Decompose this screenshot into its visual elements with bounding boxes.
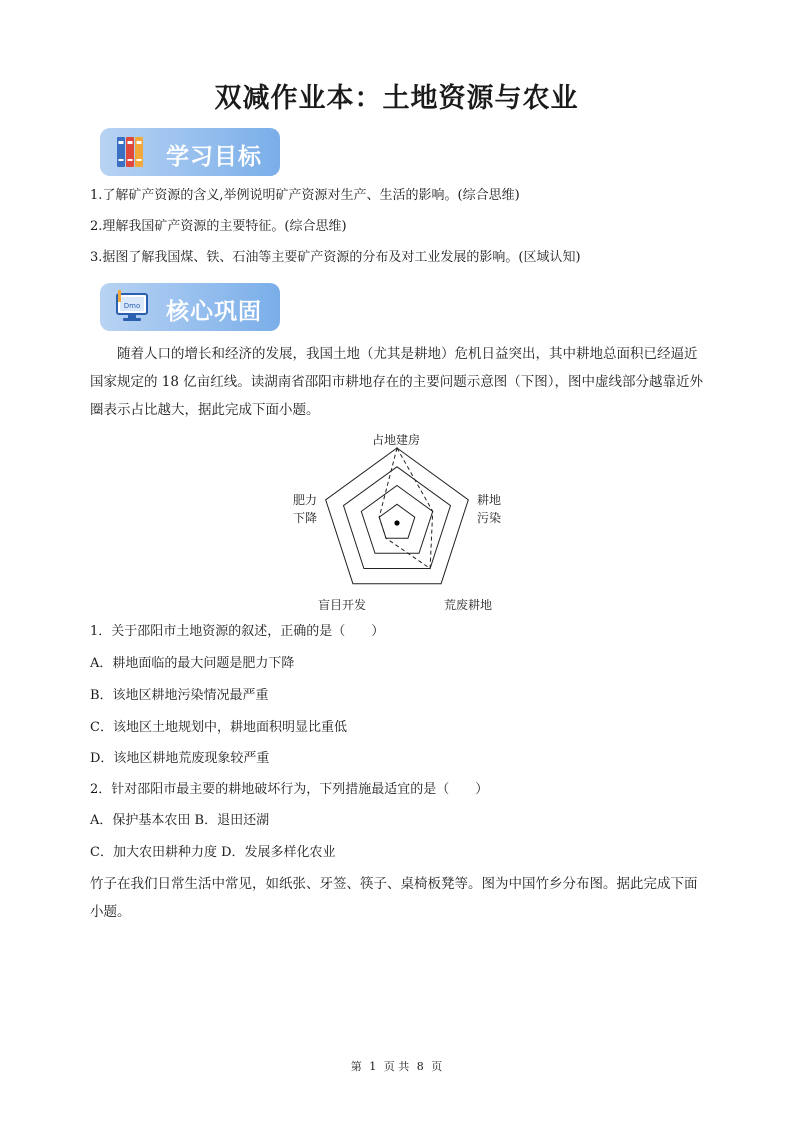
pentagon-ring	[361, 486, 432, 554]
intro-paragraph: 随着人口的增长和经济的发展，我国土地（尤其是耕地）危机日益突出，其中耕地总面积已经逼近国家规定的 18 亿亩红线。读湖南省邵阳市耕地存在的主要问题示意图（下图），图中虚线部分越靠近外圈表示占比越大，据此完成下面小题。	[90, 346, 704, 418]
label-right-1: 耕地	[477, 493, 502, 507]
section-banner-core	[100, 283, 280, 331]
question-2-option: A．保护基本农田 B．退田还湖	[90, 813, 270, 828]
objective-item: 2.理解我国矿产资源的主要特征。(综合思维)	[90, 219, 347, 234]
outro-paragraph: 竹子在我们日常生活中常见，如纸张、牙签、筷子、桌椅板凳等。图为中国竹乡分布图。据此完成下面小题。	[90, 876, 698, 920]
computer-icon	[114, 289, 150, 325]
footer-page-number: 1	[369, 1060, 377, 1073]
objective-item: 1.了解矿产资源的含义,举例说明矿产资源对生产、生活的影响。(综合思维)	[90, 188, 520, 203]
question-2-stem: 2．针对邵阳市最主要的耕地破坏行为，下列措施最适宜的是（ ）	[90, 782, 489, 797]
question-1-stem: 1．关于邵阳市土地资源的叙述，正确的是（ ）	[90, 624, 385, 639]
label-bottom-left: 盲目开发	[317, 598, 367, 612]
question-1-option: B．该地区耕地污染情况最严重	[90, 688, 269, 703]
books-icon	[114, 134, 150, 170]
question-1-option: C．该地区土地规划中，耕地面积明显比重低	[90, 720, 347, 735]
farmland-problem-diagram	[270, 428, 520, 614]
label-top: 占地建房	[371, 433, 421, 447]
dashed-proportion-line	[379, 448, 433, 569]
label-left-1: 肥力	[292, 493, 317, 507]
label-right-2: 污染	[477, 511, 502, 525]
page-title: 双减作业本：土地资源与农业	[214, 83, 579, 114]
label-left-2: 下降	[292, 511, 317, 525]
objective-item: 3.据图了解我国煤、铁、石油等主要矿产资源的分布及对工业发展的影响。(区域认知)	[90, 250, 581, 265]
question-1-option: D．该地区耕地荒废现象较严重	[90, 751, 270, 766]
computer-icon-text: Dmo	[123, 302, 141, 310]
footer-mid: 页 共	[383, 1060, 410, 1073]
label-bottom-right: 荒废耕地	[443, 598, 493, 612]
footer-suffix: 页	[431, 1060, 443, 1073]
section-banner-objectives	[100, 128, 280, 176]
question-2-option: C．加大农田耕种力度 D．发展多样化农业	[90, 845, 336, 860]
footer-total-pages: 8	[416, 1060, 424, 1073]
page-footer	[0, 1058, 793, 1074]
footer-prefix: 第	[350, 1060, 362, 1073]
question-1-option: A．耕地面临的最大问题是肥力下降	[90, 656, 295, 671]
center-dot	[394, 520, 399, 525]
section-title: 核心巩固	[166, 299, 262, 325]
section-title: 学习目标	[166, 144, 262, 170]
